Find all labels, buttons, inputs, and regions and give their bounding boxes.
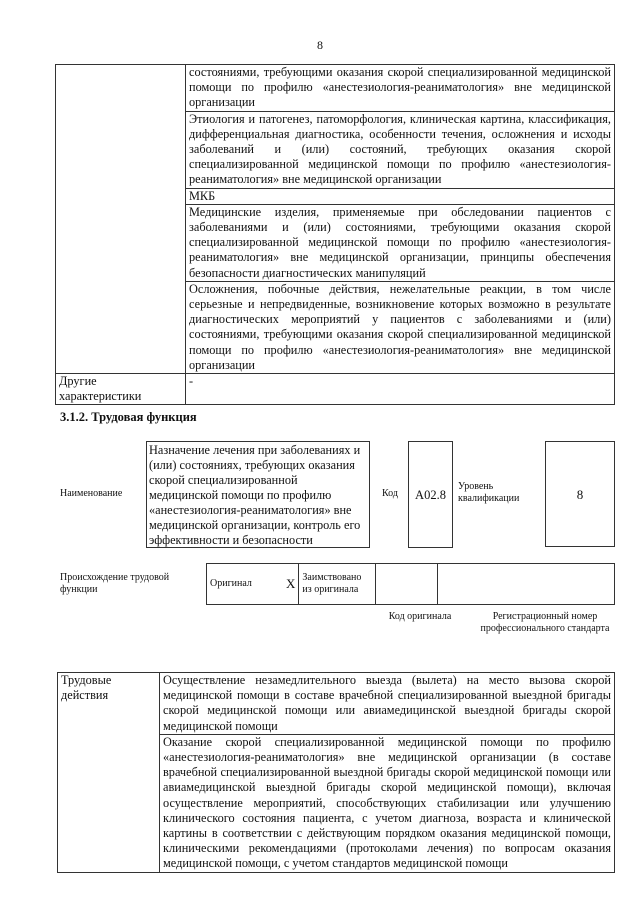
reg-number-cell — [438, 564, 615, 605]
empty-label-cell — [56, 65, 186, 374]
knowledge-table — [55, 64, 615, 405]
table-cell: состояниями, требующими оказания скорой специализированной медицинской помощи по профилю «анестезиология-реаниматология» вне медицинской организации — [186, 65, 615, 112]
table-row — [58, 673, 615, 735]
other-value: - — [186, 374, 615, 405]
actions-label: Трудовые действия — [58, 673, 160, 873]
name-value: Назначение лечения при заболеваниях и (или) состояниях, требующих оказания скорой специализированной медицинской помощи по профилю «анестезиология-реаниматология» вне медицинской организации, контроль его эффективности и безопасности — [146, 441, 370, 548]
level-value: 8 — [545, 441, 615, 547]
table-cell: Медицинские изделия, применяемые при обследовании пациентов с заболеваниями и (или) состояниями, требующими оказания скорой специализированной медицинской помощи по профилю «анестезиология-реаниматология» вне медицинской организации, принципы обеспечения безопасности диагностических манипуляций — [186, 204, 615, 281]
origin-code-label: Код оригинала — [388, 611, 452, 622]
origin-label: Происхождение трудовой функции — [60, 572, 170, 595]
table-cell: Осуществление незамедлительного выезда (вылета) на место вызова скорой медицинской помощи в составе врачебной специализированной выездной бригады скорой медицинской помощи или авиамедицинской выездной бригады скорой медицинской помощи — [160, 673, 615, 735]
level-label: Уровень квалификации — [458, 481, 520, 504]
table-row — [56, 374, 615, 405]
origin-table — [206, 563, 615, 605]
section-title: 3.1.2. Трудовая функция — [60, 410, 197, 424]
table-cell: Осложнения, побочные действия, нежелательные реакции, в том числе серьезные и непредвиденные, возникновение которых возможно в результате диагностических мероприятий у пациентов с заболеваниями и (или) состояниями, требующими оказания скорой специализированной медицинской помощи по профилю «анестезиология-реаниматология» вне медицинской организации — [186, 281, 615, 373]
table-row — [56, 65, 615, 112]
code-value: A02.8 — [408, 441, 453, 548]
code-label: Код — [382, 488, 398, 499]
original-mark: X — [283, 564, 299, 605]
origin-code-cell — [376, 564, 438, 605]
borrowed-label: Заимствовано из оригинала — [299, 564, 376, 605]
table-cell: Этиология и патогенез, патоморфология, клиническая картина, классификация, дифференциальная диагностика, особенности течения, осложнения и исходы заболеваний и (или) состояний, требующих оказания скорой специализированной медицинской помощи по профилю «анестезиология-реаниматология» вне медицинской организации — [186, 111, 615, 188]
original-label: Оригинал — [207, 564, 284, 605]
table-cell: МКБ — [186, 188, 615, 204]
reg-number-label: Регистрационный номер профессионального стандарта — [480, 611, 610, 634]
actions-table — [57, 672, 615, 873]
other-label: Другие характеристики — [56, 374, 186, 405]
name-label: Наименование — [60, 488, 123, 499]
page-number: 8 — [317, 38, 323, 52]
table-cell: Оказание скорой специализированной медицинской помощи по профилю «анестезиология-реаниматология» вне медицинской организации (в составе врачебной специализированной выездной бригады скорой медицинской помощи или авиамедицинской выездной бригады скорой медицинской помощи), включая осуществление мероприятий, способствующих стабилизации или улучшению клинического состояния пациента, с учетом диагноза, возраста и клинической картины в соответствии с действующим порядком оказания медицинской помощи, клиническими рекомендациями (протоколами лечения) по вопросам оказания медицинской помощи, с учетом стандартов медицинской помощи — [160, 734, 615, 872]
